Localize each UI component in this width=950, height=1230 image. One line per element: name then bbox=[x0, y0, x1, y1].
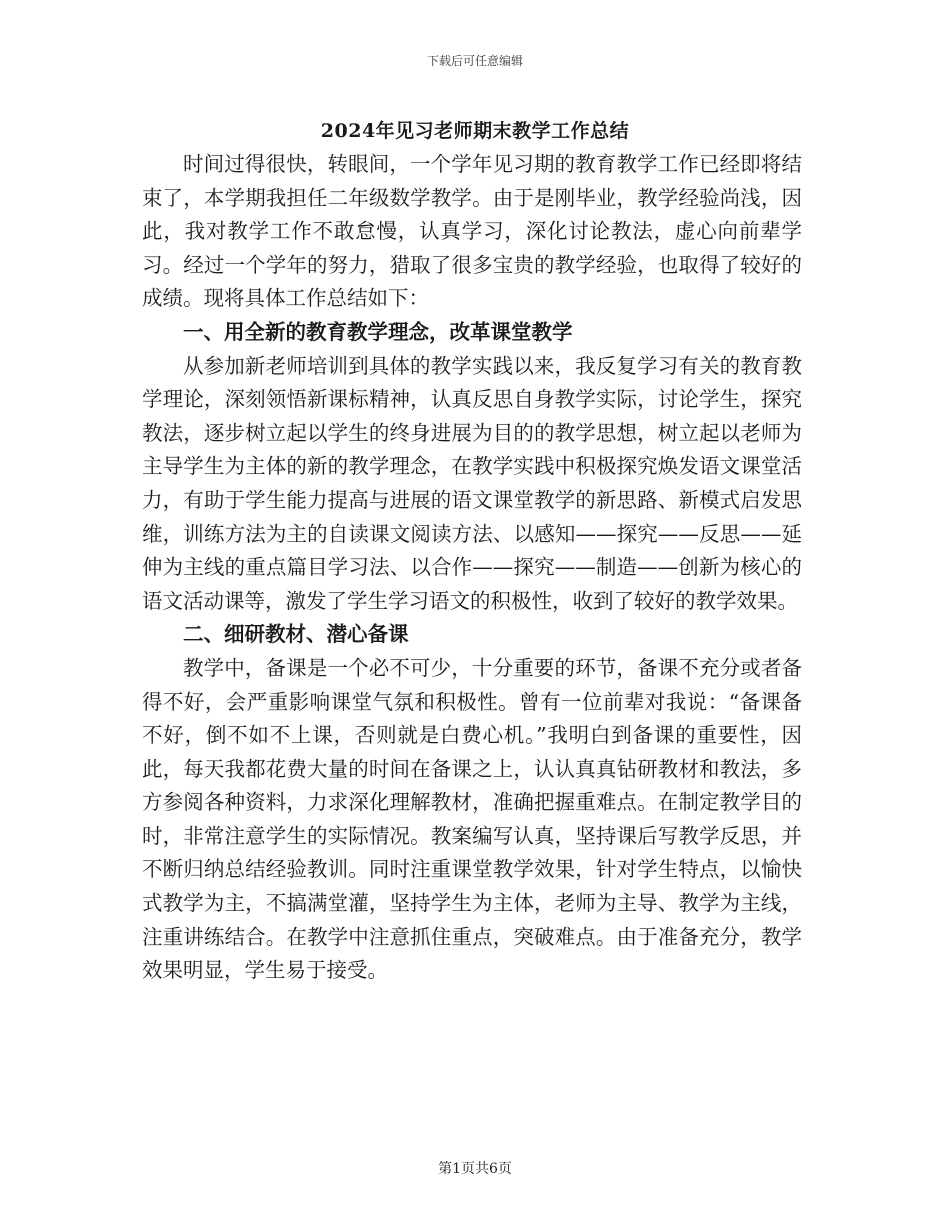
section-2-heading: 二、细研教材、潜心备课 bbox=[183, 622, 409, 647]
section-1-paragraph: 从参加新老师培训到具体的教学实践以来，我反复学习有关的教育教学理论，深刻领悟新课标精神，认真反思自身教学实际，讨论学生，探究教法，逐步树立起以学生的终身进展为目的的教学思想，树立起以老师为主导学生为主体的新的教学理念，在教学实践中积极探究焕发语文课堂活力，有助于学生能力提高与进展的语文课堂教学的新思路、新模式启发思维，训练方法为主的自读课文阅读方法、以感知——探究——反思——延伸为主线的重点篇目学习法、以合作——探究——制造——创新为核心的语文活动课等，激发了学生学习语文的积极性，收到了较好的教学效果。 bbox=[142, 353, 802, 613]
section-1-heading: 一、用全新的教育教学理念，改革课堂教学 bbox=[183, 319, 573, 344]
section-2-paragraph: 教学中，备课是一个必不可少，十分重要的环节，备课不充分或者备得不好，会严重影响课堂气氛和积极性。曾有一位前辈对我说：“备课备不好，倒不如不上课，否则就是白费心机。”我明白到备课的重要性，因此，每天我都花费大量的时间在备课之上，认认真真钻研教材和教法，多方参阅各种资料，力求深化理解教材，准确把握重难点。在制定教学目的时，非常注意学生的实际情况。教案编写认真，坚持课后写教学反思，并不断归纳总结经验教训。同时注重课堂教学效果，针对学生特点，以愉快式教学为主，不搞满堂灌，坚持学生为主体，老师为主导、教学为主线，注重讲练结合。在教学中注意抓住重点，突破难点。由于准备充分，教学效果明显，学生易于接受。 bbox=[142, 655, 802, 983]
header-note: 下载后可任意编辑 bbox=[426, 54, 523, 68]
document-title: 2024年见习老师期末教学工作总结 bbox=[320, 120, 630, 142]
page-number: 第1页共6页 bbox=[438, 1161, 512, 1177]
intro-paragraph: 时间过得很快，转眼间，一个学年见习期的教育教学工作已经即将结束了，本学期我担任二年级数学教学。由于是刚毕业，教学经验尚浅，因此，我对教学工作不敢怠慢，认真学习，深化讨论教法，虚心向前辈学习。经过一个学年的努力，猎取了很多宝贵的教学经验，也取得了较好的成绩。现将具体工作总结如下： bbox=[142, 152, 802, 311]
document-body bbox=[142, 148, 802, 988]
